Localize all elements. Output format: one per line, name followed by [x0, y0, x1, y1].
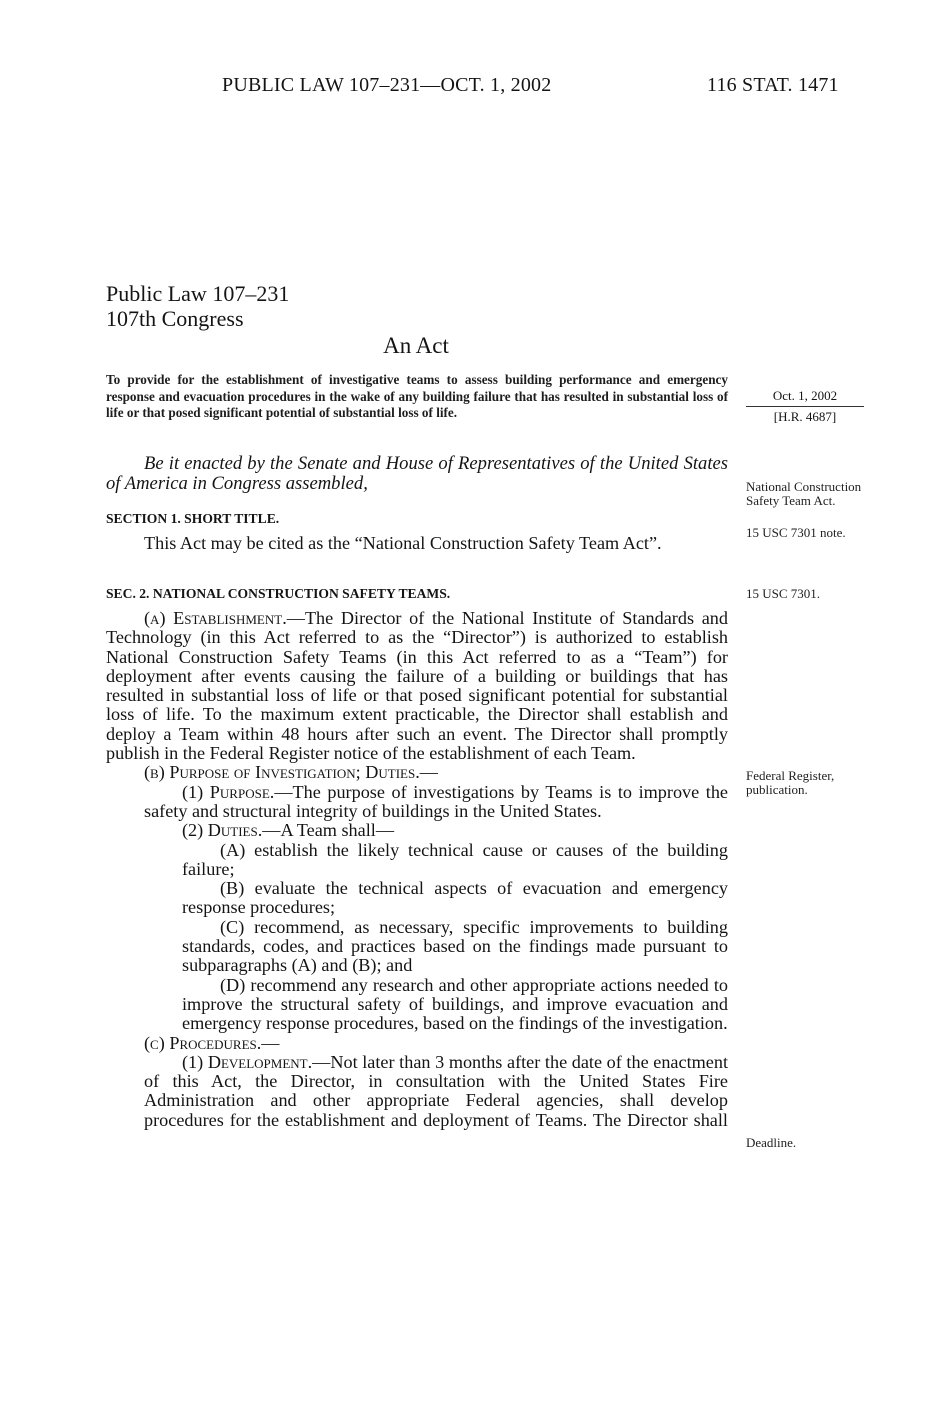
subsection-a	[106, 609, 728, 763]
section-1-text: This Act may be cited as the “National Construction Safety Team Act”.	[144, 533, 662, 553]
public-law-title: Public Law 107–231	[106, 281, 290, 306]
section-2-heading: SEC. 2. NATIONAL CONSTRUCTION SAFETY TEAMS.	[106, 586, 451, 601]
paragraph-b2-text: —A Team shall—	[262, 820, 395, 841]
congress-title: 107th Congress	[106, 306, 244, 331]
paragraph-c1-text: —Not later than 3 months after the date of the enactment of this Act, the Director, in consultation with the United States Fire Administration and other appropriate Federal agencies, shall develop procedures for the establishment and deployment of Teams. The Director shall	[144, 1051, 729, 1130]
paragraph-b1	[106, 783, 728, 822]
subsection-b-dash: —	[419, 762, 438, 783]
usc-note-margin-1: 15 USC 7301 note.	[746, 525, 846, 540]
running-head-law: PUBLIC LAW 107–231—OCT. 1, 2002	[222, 74, 552, 96]
enactment-date-box	[746, 389, 864, 424]
subsection-c-dash: —	[261, 1032, 280, 1053]
paragraph-b2	[106, 821, 728, 840]
enacting-clause	[106, 454, 728, 493]
subparagraph-b2A: (A) establish the likely technical cause or causes of the building failure;	[182, 839, 728, 879]
paragraph-b1-heading: (1) Purpose.	[182, 781, 275, 802]
subsection-c	[106, 1034, 728, 1053]
running-head-stat: 116 STAT. 1471	[707, 74, 839, 96]
bill-number: [H.R. 4687]	[773, 409, 837, 424]
section-1-heading: SECTION 1. SHORT TITLE.	[106, 511, 280, 526]
act-title: An Act	[383, 333, 449, 358]
paragraph-b1-text: —The purpose of investigations by Teams is to improve the safety and structural integrity of buildings in the United States.	[144, 781, 729, 821]
short-title-margin-note: National Construction Safety Team Act.	[746, 479, 862, 508]
subsection-c-heading: (c) Procedures.	[144, 1032, 262, 1053]
date-rule	[746, 406, 864, 407]
enactment-date: Oct. 1, 2002	[772, 388, 838, 403]
usc-note-margin-2: 15 USC 7301.	[746, 586, 821, 601]
section-2-body	[106, 609, 728, 1130]
subsection-b	[106, 763, 728, 782]
subparagraph-b2B: (B) evaluate the technical aspects of evacuation and emergency response procedures;	[182, 878, 728, 918]
federal-register-margin-note: Federal Register, publication.	[746, 768, 835, 797]
subparagraph-b2C: (C) recommend, as necessary, specific improvements to building standards, codes, and practices based on the findings made pursuant to subparagraphs (A) and (B); and	[182, 916, 728, 976]
purpose-statement: To provide for the establishment of investigative teams to assess building performance and emergency response and evacuation procedures in the wake of any building failure that has resulted in substantial loss of life or that posed significant potential of substantial loss of life.	[106, 372, 728, 420]
subsection-a-text: —The Director of the National Institute of Standards and Technology (in this Act referred to as the “Director”) is authorized to establish National Construction Safety Teams (in this Act referred to as a “Team”) for deployment after events causing the failure of a building or buildings that has resulted in substantial loss of life or that posed significant potential for substantial loss of life. To the maximum extent practicable, the Director shall establish and deploy a Team within 48 hours after such an event. The Director shall promptly publish in the Federal Register notice of the establishment of each Team.	[106, 608, 728, 764]
deadline-margin-note: Deadline.	[746, 1135, 797, 1150]
paragraph-c1	[106, 1053, 728, 1130]
enacting-clause-text: Be it enacted by the Senate and House of Representatives of the United States of America in Congress assembled,	[106, 453, 728, 494]
subparagraph-b2D: (D) recommend any research and other appropriate actions needed to improve the structural safety of buildings, and improve evacuation and emergency response procedures, based on the findings of the investigation.	[182, 974, 728, 1034]
section-1-body	[106, 534, 728, 553]
subsection-b-heading: (b) Purpose of Investigation; Duties.	[144, 762, 420, 783]
paragraph-c1-heading: (1) Development.	[182, 1051, 313, 1072]
subsection-a-heading: (a) Establishment.	[144, 608, 287, 628]
paragraph-b2-heading: (2) Duties.	[182, 820, 263, 841]
